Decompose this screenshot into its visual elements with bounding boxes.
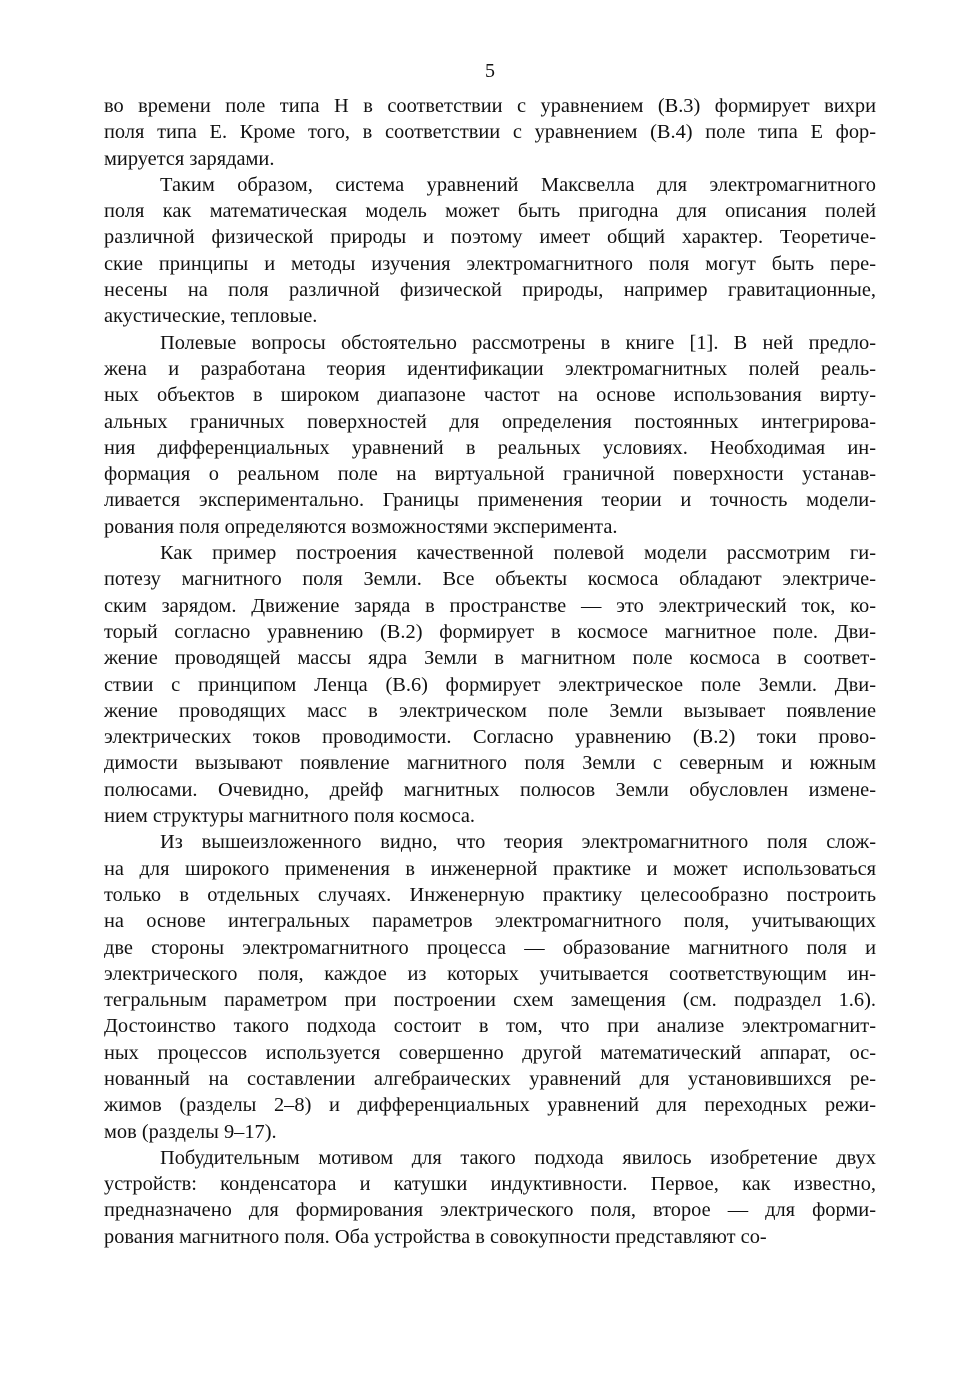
text-line: димости вызывают появление магнитного поля Земли с северным и южным: [104, 752, 876, 775]
paragraph: [104, 1145, 876, 1250]
text-line: ния дифференциальных уравнений в реальных условиях. Необходимая ин-: [104, 436, 876, 459]
text-line: Побудительным мотивом для такого подхода явилось изобретение двух: [160, 1146, 876, 1169]
text-line: ливается экспериментально. Границы применения теории и точность модели-: [104, 489, 876, 512]
text-line: рования магнитного поля. Оба устройства в совокупности представляют со-: [104, 1225, 767, 1248]
text-line: поля типа E. Кроме того, в соответствии с уравнением (В.4) поле типа E фор-: [104, 121, 876, 144]
text-line: во времени поле типа H в соответствии с уравнением (В.3) формирует вихри: [104, 95, 876, 117]
text-line: полюсами. Очевидно, дрейф магнитных полюсов Земли обусловлен измене-: [104, 778, 876, 801]
text-line: только в отдельных случаях. Инженерную практику целесообразно построить: [104, 883, 876, 906]
text-line: устройств: конденсатора и катушки индуктивности. Первое, как известно,: [104, 1173, 876, 1196]
text-line: альных граничных поверхностей для определения постоянных интегрирова-: [104, 410, 876, 433]
text-line: электрических токов проводимости. Согласно уравнению (В.2) токи прово-: [104, 726, 876, 749]
text-line: ных объектов в широком диапазоне частот на основе использования вирту-: [104, 384, 876, 407]
text-line: тегральным параметром при построении схем замещения (см. подраздел 1.6).: [104, 989, 876, 1012]
text-line: несены на поля различной физической природы, например гравитационные,: [104, 279, 876, 302]
text-line: ных процессов используется совершенно другой математический аппарат, ос-: [104, 1041, 876, 1064]
text-line: мируется зарядами.: [104, 147, 275, 170]
text-line: ские принципы и методы изучения электромагнитного поля могут быть пере-: [104, 252, 876, 275]
text-line: на для широкого применения в инженерной практике и может использоваться: [104, 857, 876, 880]
text-line: торый согласно уравнению (В.2) формирует в космосе магнитное поле. Дви-: [104, 620, 876, 643]
text-line: Достоинство такого подхода состоит в том, что при анализе электромагнит-: [104, 1015, 876, 1038]
text-line: рования поля определяются возможностями эксперимента.: [104, 515, 618, 538]
text-line: ствии с принципом Ленца (В.6) формирует электрическое поле Земли. Дви-: [104, 673, 876, 696]
text-line: нованный на составлении алгебраических уравнений для установившихся ре-: [104, 1067, 876, 1090]
text-line: Полевые вопросы обстоятельно рассмотрены в книге [1]. В ней предло-: [160, 331, 876, 354]
text-line: мов (разделы 9–17).: [104, 1120, 277, 1143]
text-line: нием структуры магнитного поля космоса.: [104, 805, 476, 828]
text-line: Таким образом, система уравнений Максвелла для электромагнитного: [160, 173, 876, 196]
text-line: жение проводящей массы ядра Земли в магнитном поле космоса в соответ-: [104, 647, 876, 670]
text-line: Как пример построения качественной полевой модели рассмотрим ги-: [160, 542, 876, 565]
text-line: жение проводящих масс в электрическом поле Земли вызывает появление: [104, 699, 876, 722]
text-line: две стороны электромагнитного процесса — образование магнитного поля и: [104, 936, 876, 959]
text-line: электрического поля, каждое из которых учитывается соответствующим ин-: [104, 962, 876, 985]
text-line: Из вышеизложенного видно, что теория электромагнитного поля слож-: [160, 831, 876, 854]
paragraph: [104, 540, 876, 829]
page-body: [104, 93, 876, 1250]
page-number: 5: [485, 60, 495, 82]
text-line: различной физической природы и поэтому имеет общий характер. Теоретиче-: [104, 226, 876, 249]
text-line: ским зарядом. Движение заряда в пространстве — это электрический ток, ко-: [104, 594, 876, 617]
text-line: жимов (разделы 2–8) и дифференциальных уравнений для переходных режи-: [104, 1094, 876, 1117]
text-line: формация о реальном поле на виртуальной граничной поверхности устанав-: [104, 463, 876, 486]
paragraph: [104, 330, 876, 540]
text-line: потезу магнитного поля Земли. Все объекты космоса обладают электриче-: [104, 568, 876, 591]
paragraph: [104, 93, 876, 172]
text-line: предназначено для формирования электрического поля, второе — для форми-: [104, 1199, 876, 1222]
text-line: акустические, тепловые.: [104, 305, 318, 328]
paragraph: [104, 172, 876, 330]
text-line: поля как математическая модель может быть пригодна для описания полей: [104, 200, 876, 223]
text-line: на основе интегральных параметров электромагнитного поля, учитывающих: [104, 910, 876, 933]
text-line: жена и разработана теория идентификации электромагнитных полей реаль-: [104, 357, 876, 380]
paragraph: [104, 829, 876, 1145]
